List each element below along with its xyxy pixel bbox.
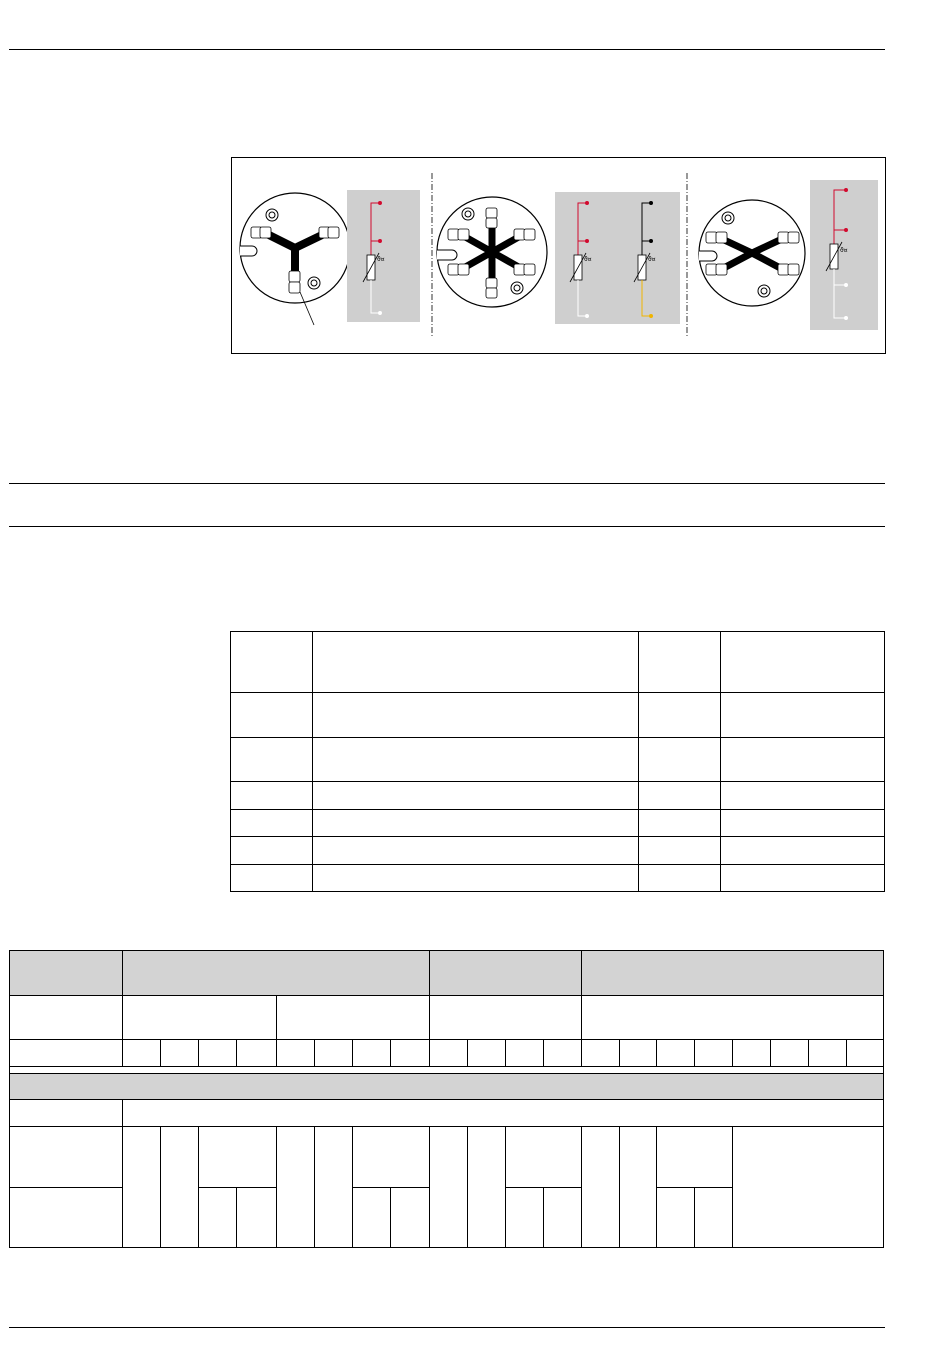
terminal-block-3 [699,200,805,306]
wiring-matrix-table [9,950,884,1248]
table-row [231,782,885,810]
matrix-row [10,1127,884,1188]
table-header-row [231,632,885,693]
thermocouple-label-2: ϑ¤ [584,256,592,263]
schematic-panel-1 [347,190,420,322]
terminal-block-1 [240,193,350,325]
table-row [231,865,885,892]
table-row [231,738,885,782]
section-rule-1 [9,483,885,484]
table-row [231,693,885,738]
terminal-block-2 [437,197,547,307]
table-row [231,810,885,837]
matrix-subheader-row [10,996,884,1040]
matrix-section-row [10,1074,884,1100]
thermocouple-label-3: ϑ¤ [648,256,656,263]
schematic-panel-3 [810,180,878,330]
thermocouple-label-1: ϑ¤ [377,256,385,263]
bottom-rule [9,1327,885,1328]
wiring-diagram [232,158,885,353]
schematic-panel-2 [555,192,680,324]
matrix-header-row [10,951,884,996]
table-row [231,837,885,865]
section-rule-2 [9,526,885,527]
thermocouple-label-4: ϑ¤ [840,247,848,254]
matrix-row [10,1100,884,1127]
top-rule [9,49,885,50]
matrix-column-row [10,1040,884,1067]
matrix-spacer-row [10,1067,884,1074]
specification-table [230,631,885,892]
wiring-figure [231,157,886,354]
